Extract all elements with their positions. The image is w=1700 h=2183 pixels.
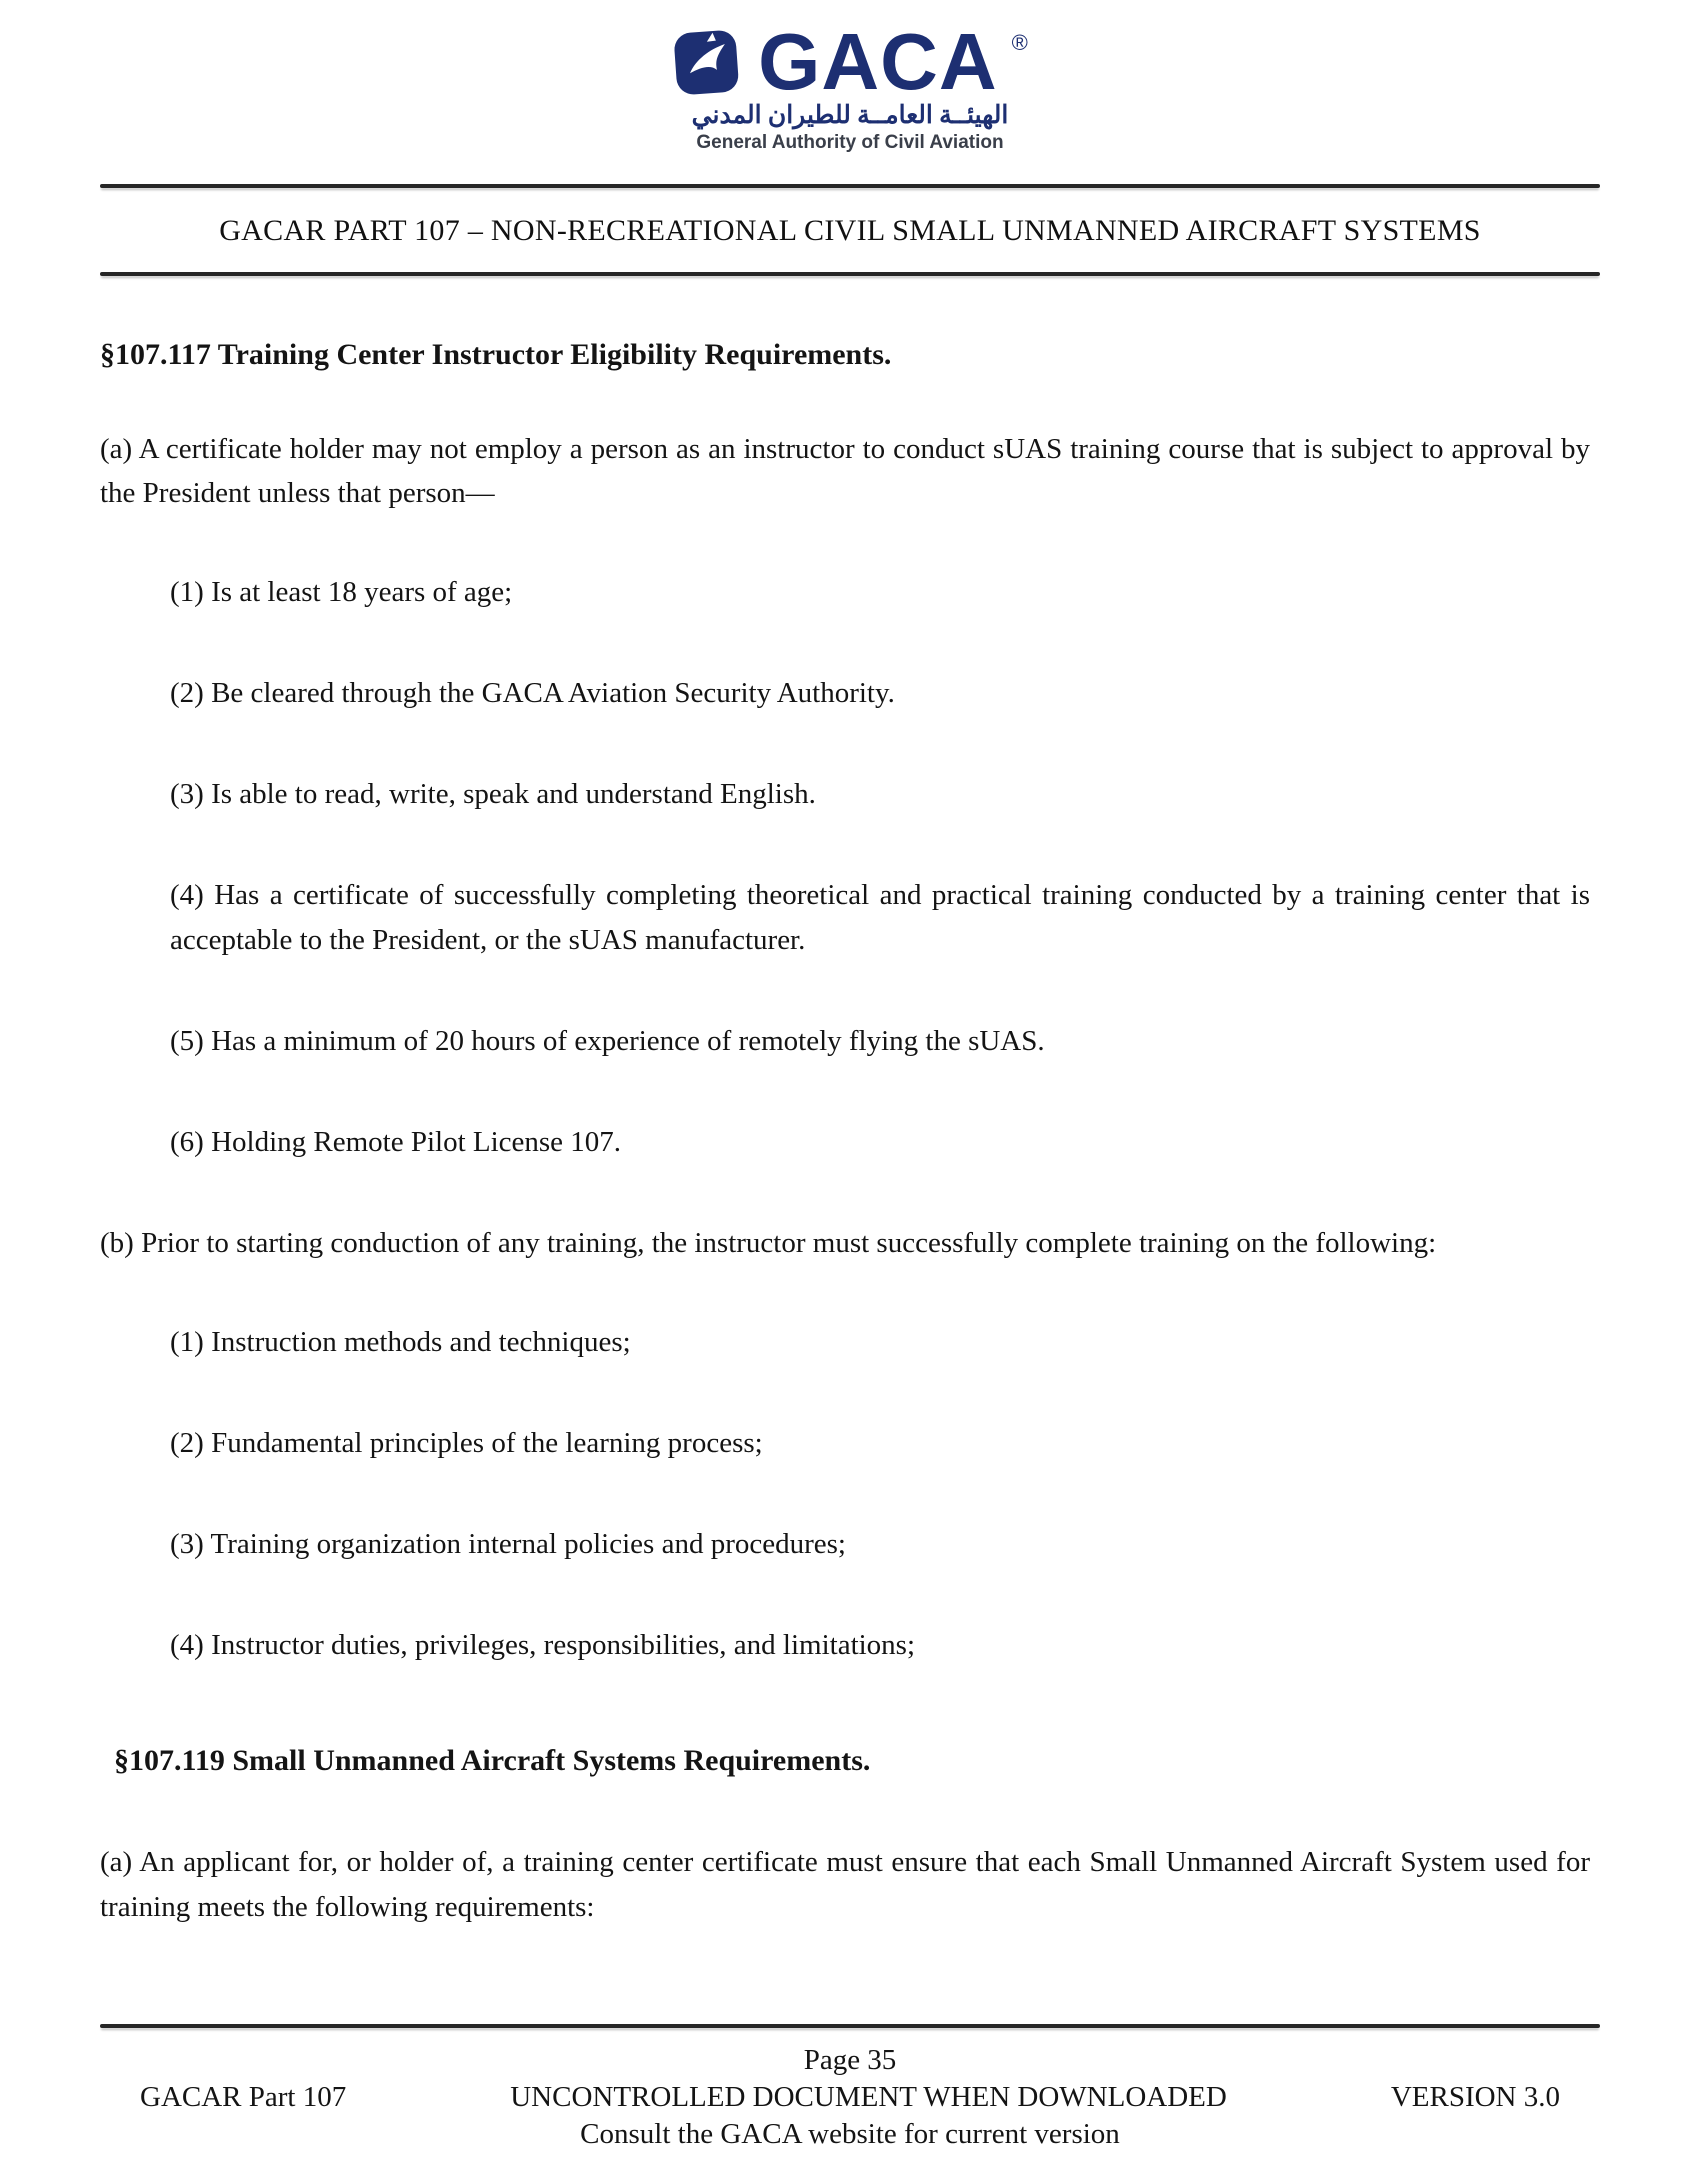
page-number: Page 35 (803, 2043, 897, 2076)
gaca-english-name: General Authority of Civil Aviation (696, 132, 1004, 153)
footer-note: Consult the GACA website for current version (580, 2117, 1120, 2150)
list-item: (1) Is at least 18 years of age; (170, 576, 513, 609)
paragraph: (a) An applicant for, or holder of, a training center certificate must ensure that each Small Unmanned Aircraft System used for training meets the following requirements: (100, 1846, 1590, 1924)
paragraph: (a) A certificate holder may not employ a person as an instructor to conduct sUAS training course that is subject to approval by the President unless that person— (100, 432, 1590, 510)
gaca-logo (0, 17, 1700, 154)
list-item: (4) Instructor duties, privileges, responsibilities, and limitations; (170, 1628, 916, 1661)
list-item: (4) Has a certificate of successfully completing theoretical and practical training conducted by a training center that is acceptable to the President, or the sUAS manufacturer. (170, 879, 1590, 957)
gaca-arabic-name: الهيئــة العامــة للطيران المدني (691, 102, 1009, 129)
list-item: (3) Training organization internal policies and procedures; (170, 1527, 846, 1560)
list-item: (2) Fundamental principles of the learning process; (170, 1426, 763, 1459)
footer-uncontrolled-notice: UNCONTROLLED DOCUMENT WHEN DOWNLOADED (510, 2080, 1227, 2113)
section-heading: §107.117 Training Center Instructor Eligibility Requirements. (100, 338, 892, 371)
paragraph: (b) Prior to starting conduction of any training, the instructor must successfully complete training on the following: (100, 1226, 1437, 1259)
footer-doc-ref: GACAR Part 107 (140, 2080, 347, 2113)
list-item: (6) Holding Remote Pilot License 107. (170, 1126, 622, 1158)
document-body (0, 276, 1700, 1984)
gaca-wordmark: GACA (758, 17, 998, 106)
section-heading: §107.119 Small Unmanned Aircraft Systems Requirements. (114, 1743, 871, 1777)
footer-version: VERSION 3.0 (1390, 2080, 1560, 2113)
page-footer (0, 2024, 1700, 2153)
registered-trademark-symbol: ® (1011, 30, 1028, 55)
list-item: (3) Is able to read, write, speak and understand English. (170, 778, 816, 811)
gaca-falcon-shield-icon (672, 26, 744, 98)
list-item: (5) Has a minimum of 20 hours of experience of remotely flying the sUAS. (170, 1025, 1045, 1058)
list-item: (1) Instruction methods and techniques; (170, 1325, 631, 1358)
list-item: (2) Be cleared through the GACA Aviation Security Authority. (170, 677, 895, 710)
document-title: GACAR PART 107 – NON-RECREATIONAL CIVIL SMALL UNMANNED AIRCRAFT SYSTEMS (219, 214, 1481, 247)
